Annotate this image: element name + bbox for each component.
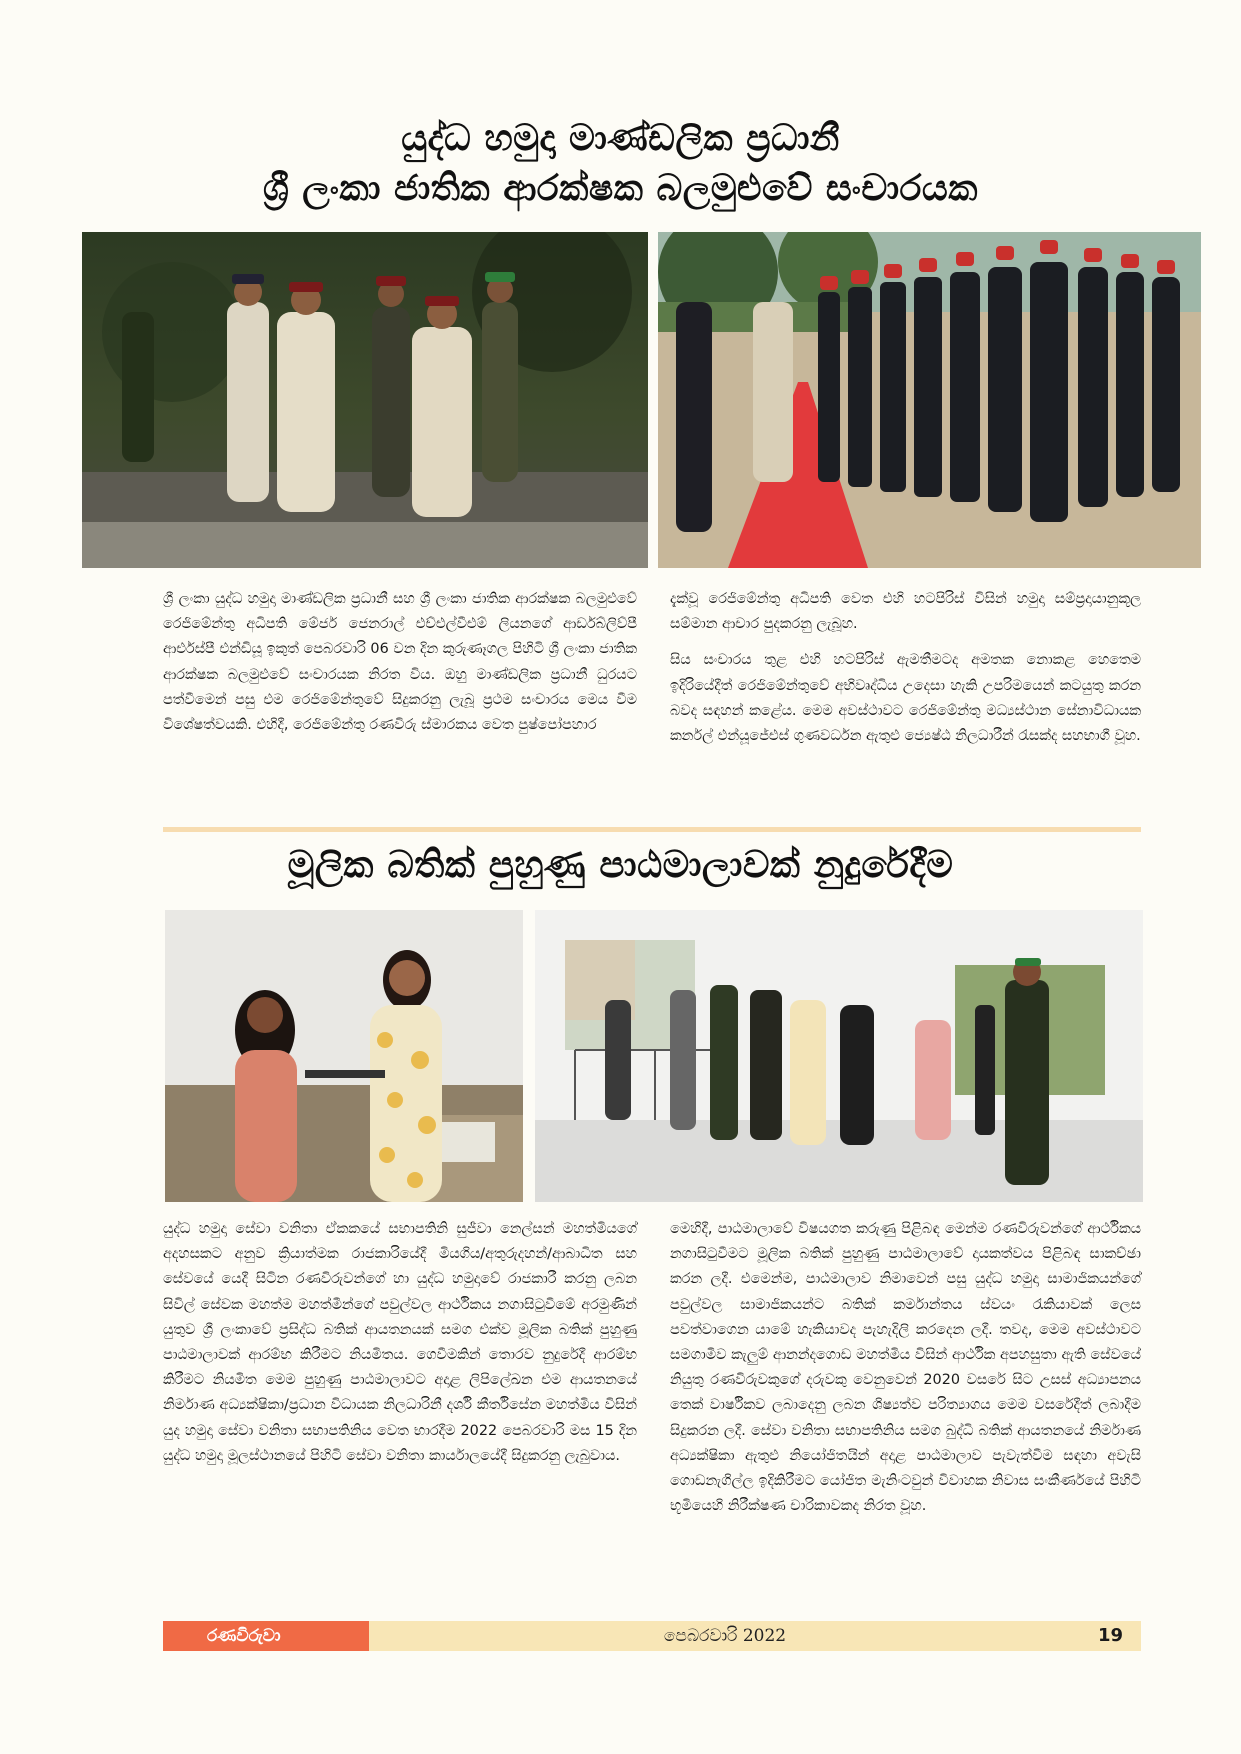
article1-right-paragraph-2: සිය සංචාරය තුළ එහි හටපිරිස් ඇමතීමටද අමතක නොකළ හෙතෙම ඉදිරියේදීත් රෙජිමේන්තුවේ අභිවෘද්ධිය උදෙසා හැකි උපරිමයෙන් කටයුතු කරන බවද සඳහන් කළේය. මෙම අවස්ථාවට රෙජිමේන්තු මධ්‍යස්ථාන සේනාවිධායක කර්නල් එන්යූජේඑස් ගුණවර්ධන ඇතුළු ජ්‍යෙෂ්ඨ නිලධාරීන් රැසක්ද සහභාගී වූහ. <box>670 652 1141 745</box>
section-divider <box>163 827 1141 832</box>
article1-title-line1: යුද්ධ හමුදා මාණ්ඩලික ප්‍රධානී <box>401 118 840 159</box>
article2-left-paragraph: යුද්ධ හමුදා සේවා වනිතා ඒකකයේ සභාපතිනි සුජීවා නෙල්සන් මහත්මියගේ අදහසකට අනුව ක්‍රියාත්මක රාජකාරියේදී මියගිය/අතුරුදහන්/ආබාධිත සහ සේවයේ යෙදී සිටින රණවිරුවන්ගේ හා යුද්ධ හමුදාවේ රාජකාරී කරනු ලබන සිවිල් සේවක මහත්ම මහත්මීන්ගේ පවුල්වල ආර්ථිකය නගාසිටුවීමේ අරමුණින් යුතුව ශ්‍රී ලංකාවේ ප්‍රසිද්ධ බතික් ආයතනයක් සමග එක්ව මූලික බතික් පුහුණු පාඨමාලාවක් ආරම්භ කිරීමට නියමිතය. ගෙවීමකින් තොරව නුදුරේදී ආරම්භ කිරීමට නියමිත මෙම පුහුණු පාඨමාලාවට අදාළ ලිපිලේඛන එම ආයතනයේ නිර්මාණ අධ්‍යක්ෂිකා/ප්‍රධාන විධායක නිලධාරිනී දර්ශි කීර්තිසේන මහත්මිය විසින් යුද හමුදා සේවා වනිතා සභාපතිනිය වෙත භාරදීම 2022 පෙබරවාරි මස 15 දින යුද්ධ හමුදා මූලස්ථානයේ පිහිටි සේවා වනිතා කාර්යාලයේදී සිදුකරනු ලැබුවාය. <box>163 1221 637 1464</box>
page-number: 19 <box>1097 1625 1123 1646</box>
article1-title-line2: ශ්‍රී ලංකා ජාතික ආරක්ෂක බලමුළුවේ සංචාරයක <box>262 168 979 209</box>
photo-document-handover <box>165 910 523 1202</box>
photo-site-inspection <box>535 910 1143 1202</box>
photo-guard-of-honour <box>658 232 1201 568</box>
footer-brand: රණවිරුවා <box>163 1621 369 1651</box>
article1-left-paragraph: ශ්‍රී ලංකා යුද්ධ හමුදා මාණ්ඩලික ප්‍රධානී සහ ශ්‍රී ලංකා ජාතික ආරක්ෂක බලමුළුවේ රෙජිමේන්තු අධිපති මේජර් ජෙනරාල් එච්එල්වීඑම් ලියනගේ ආර්ඩබ්ලිව්පී ආර්එස්පී එන්ඩියූ ඉකුත් පෙබරවාරි 06 වන දින කුරුණෑගල පිහිටි ශ්‍රී ලංකා ජාතික ආරක්ෂක බලමුළුවේ සංචාරයක නිරත විය. ඔහු මාණ්ඩලික ප්‍රධානී ධුරයට පත්වීමෙන් පසු එම රෙජිමේන්තුවේ සිදුකරනු ලැබූ ප්‍රථම සංචාරය මෙය වීම විශේෂත්වයකි. එහිදී, රෙජිමේන්තු රණවිරු ස්මාරකය වෙත පුෂ්පෝපහාර <box>163 591 637 734</box>
footer-date: පෙබරවාරි 2022 <box>663 1626 787 1646</box>
page-footer <box>163 1621 1141 1651</box>
photo-officers-walking <box>82 232 648 568</box>
article2-column-left <box>163 1217 637 1480</box>
article1-right-paragraph-1: දැක්වූ රෙජිමේන්තු අධිපති වෙත එහි හටපිරිස් විසින් හමුදා සම්ප්‍රදායානුකූල සම්මාන ආචාර පුදකරනු ලැබූහ. <box>670 591 1141 633</box>
article2-right-paragraph: මෙහිදී, පාඨමාලාවේ විෂයගත කරුණු පිළිබඳ මෙන්ම රණවිරුවන්ගේ ආර්ථිකය නගාසිටුවීමට මූලික බතික් පුහුණු පාඨමාලාවේ දායකත්වය පිළිබඳ සාකච්ඡා කරන ලදී. එමෙන්ම, පාඨමාලාව නිමාවෙන් පසු යුද්ධ හමුදා සාමාජිකයන්ගේ පවුල්වල සාමාජිකයන්ට බතික් කර්මාන්තය ස්වයං රැකියාවක් ලෙස පවත්වාගෙන යාමේ හැකියාවද පැහැදිලි කරදෙන ලදී. තවද, මෙම අවස්ථාවට සමගාමීව කැලුම් ආනන්දගොඩ මහත්මිය විසින් ආර්ථික අපහසුතා ඇති සේවයේ නියුතු රණවිරුවකුගේ දරුවකු වෙනුවෙන් 2020 වසරේ සිට උසස් අධ්‍යාපනය තෙක් වාර්ෂිකව ලබාදෙනු ලබන ශිෂ්‍යත්ව පරිත්‍යාගය මෙම වසරේදීත් ලබාදීම සිදුකරන ලදී. සේවා වනිතා සභාපතිනිය සමග බුද්ධි බතික් ආයතනයේ නිර්මාණ අධ්‍යක්ෂිකා ඇතුළු නියෝජිතයින් අදාළ පාඨමාලාව පැවැත්වීම සඳහා අවැසි ගොඩනැගිල්ල ඉදිකිරීමට යෝජිත මැනිංටවුන් විවාහක නිවාස සංකීර්ණයේ පිහිටි භූමියෙහි නිරීක්ෂණ චාරිකාවකද නිරත වූහ. <box>670 1221 1141 1515</box>
article2-column-right <box>670 1217 1141 1530</box>
article1-column-left <box>163 587 637 749</box>
article2-title: මූලික බතික් පුහුණු පාඨමාලාවක් නුදුරේදීම <box>287 843 954 886</box>
article1-column-right <box>670 587 1141 760</box>
